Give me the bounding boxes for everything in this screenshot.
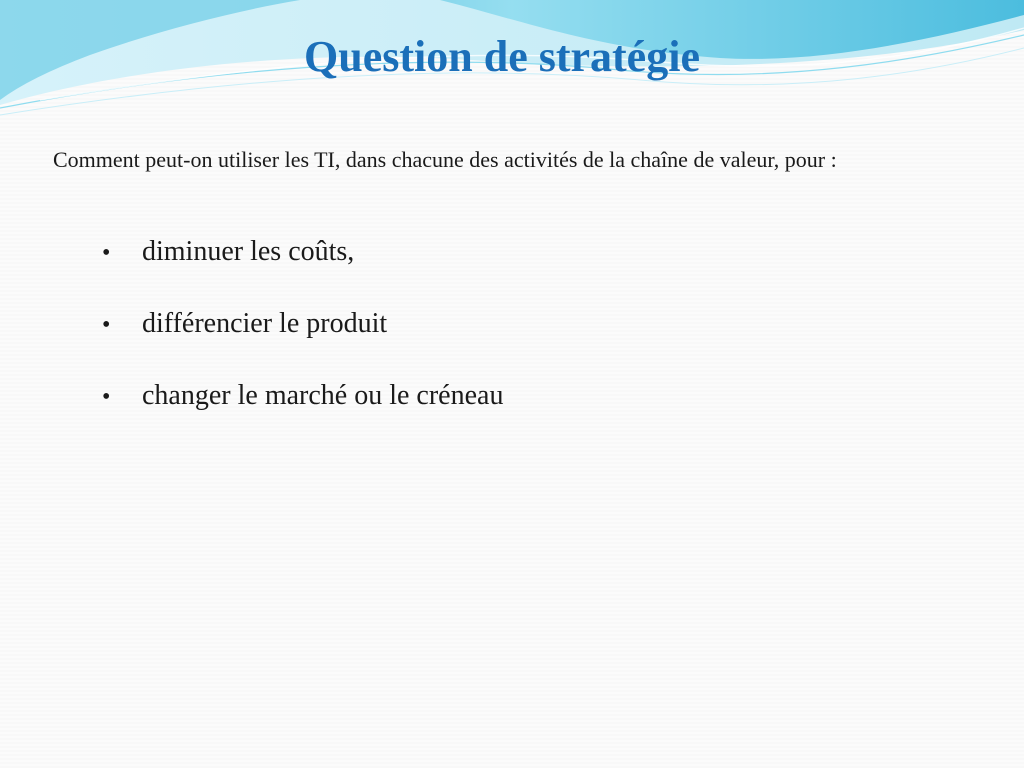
list-item bbox=[102, 308, 503, 380]
bullet-text: changer le marché ou le créneau bbox=[142, 380, 504, 411]
intro-text: Comment peut-on utiliser les TI, dans chacune des activités de la chaîne de valeur, pour : bbox=[53, 147, 837, 172]
slide-title: Question de stratégie bbox=[304, 32, 700, 81]
bullet-list bbox=[102, 236, 503, 452]
list-item bbox=[102, 380, 503, 452]
bullet-icon: • bbox=[102, 240, 111, 266]
bullet-text: diminuer les coûts, bbox=[142, 236, 355, 267]
bullet-text: différencier le produit bbox=[142, 308, 388, 339]
list-item bbox=[102, 236, 503, 308]
bullet-icon: • bbox=[102, 384, 111, 410]
bullet-icon: • bbox=[102, 312, 111, 338]
